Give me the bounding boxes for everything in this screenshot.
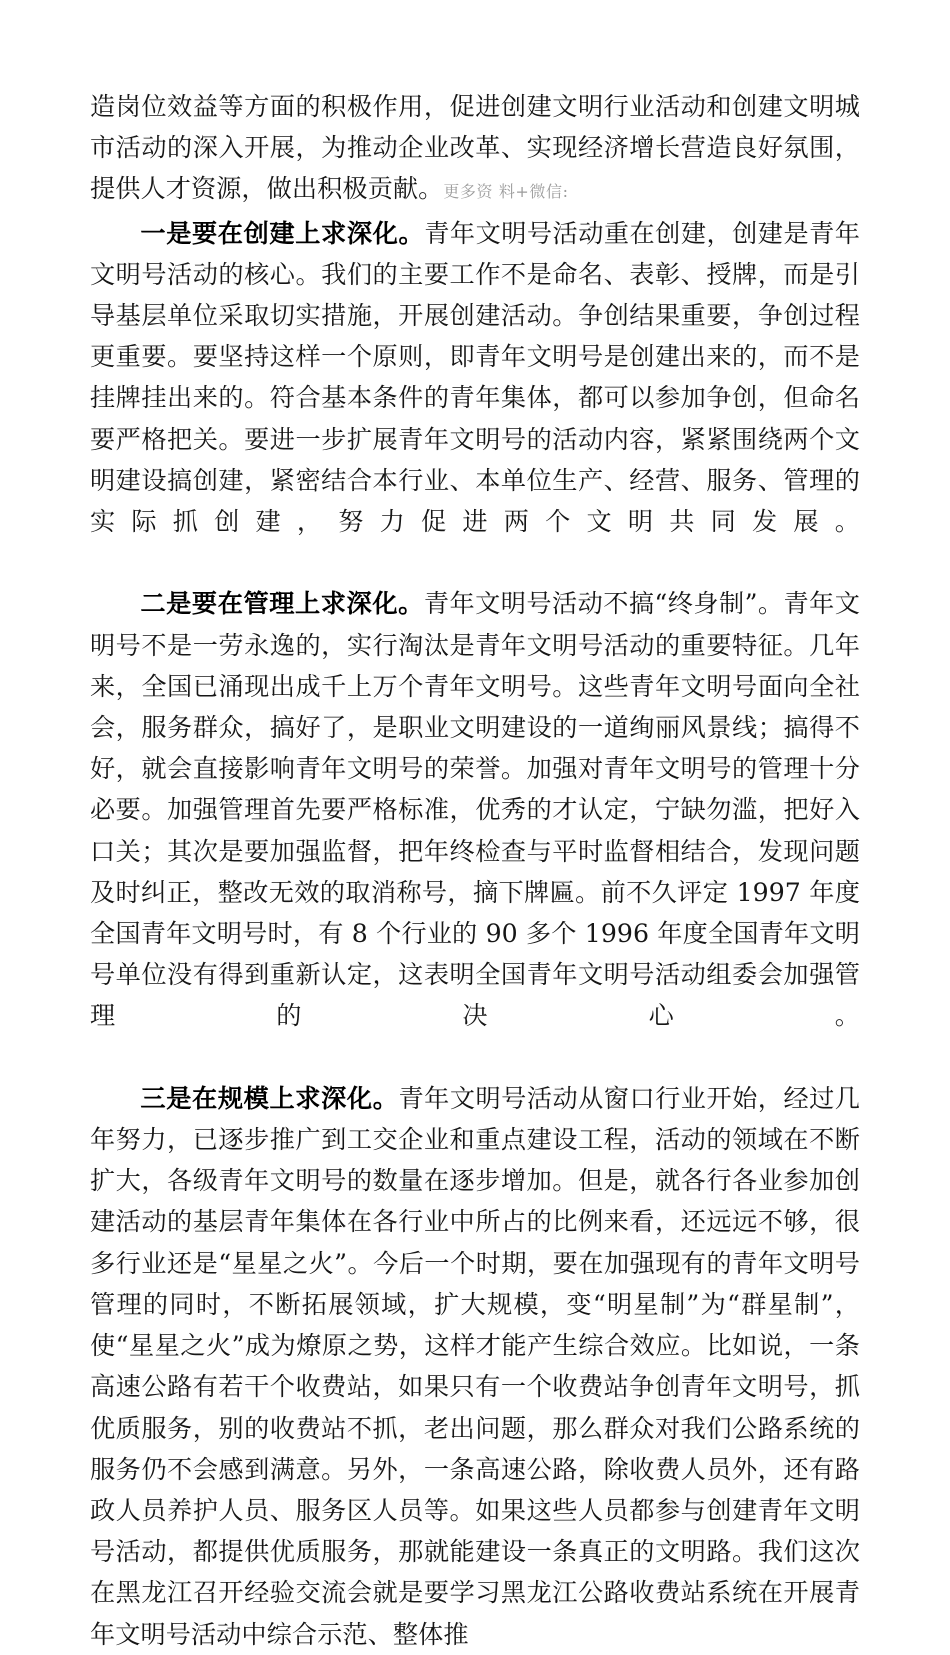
paragraph-4-lead: 三是在规模上求深化。 <box>140 1082 399 1113</box>
paragraph-2-lead: 一是要在创建上求深化。 <box>140 217 425 248</box>
paragraph-1-text: 造岗位效益等方面的积极作用，促进创建文明行业活动和创建文明城市活动的深入开展，为推动企业改革、实现经济增长营造良好氛围，提供人才资源，做出积极贡献。 <box>90 92 860 204</box>
document-body <box>90 86 860 1655</box>
paragraph-2 <box>90 213 860 584</box>
paragraph-2-text: 青年文明号活动重在创建，创建是青年文明号活动的核心。我们的主要工作不是命名、表彰、授牌，而是引导基层单位采取切实措施，开展创建活动。争创结果重要，争创过程更重要。要坚持这样一个原则，即青年文明号是创建出来的，而不是挂牌挂出来的。符合基本条件的青年集体，都可以参加争创，但命名要严格把关。要进一步扩展青年文明号的活动内容，紧紧围绕两个文明建设搞创建，紧密结合本行业、本单位生产、经营、服务、管理的实际抓创建，努力促进两个文明共同发展。 <box>90 218 860 537</box>
paragraph-1 <box>90 86 860 213</box>
paragraph-4 <box>90 1078 860 1655</box>
paragraph-3 <box>90 583 860 1077</box>
paragraph-3-lead: 二是要在管理上求深化。 <box>140 588 424 619</box>
watermark-text: 更多资 料+微信: <box>443 182 569 202</box>
paragraph-3-text: 青年文明号活动不搞“终身制”。青年文明号不是一劳永逸的，实行淘汰是青年文明号活动的重要特征。几年来，全国已涌现出成千上万个青年文明号。这些青年文明号面向全社会，服务群众，搞好了，是职业文明建设的一道绚丽风景线；搞得不好，就会直接影响青年文明号的荣誉。加强对青年文明号的管理十分必要。加强管理首先要严格标准，优秀的才认定，宁缺勿滥，把好入口关；其次是要加强监督，把年终检查与平时监督相结合，发现问题及时纠正，整改无效的取消称号，摘下牌匾。前不久评定 1997 年度全国青年文明号时，有 8 个行业的 90 多个 1996 年度全国青年文明号单位没有得到重新认定，这表明全国青年文明号活动组委会加强管理的决心。 <box>90 589 861 1031</box>
paragraph-4-text: 青年文明号活动从窗口行业开始，经过几年努力，已逐步推广到工交企业和重点建设工程，活动的领域在不断扩大，各级青年文明号的数量在逐步增加。但是，就各行各业参加创建活动的基层青年集体在各行业中所占的比例来看，还远远不够，很多行业还是“星星之火”。今后一个时期，要在加强现有的青年文明号管理的同时，不断拓展领域，扩大规模，变“明星制”为“群星制”，使“星星之火”成为燎原之势，这样才能产生综合效应。比如说，一条高速公路有若干个收费站，如果只有一个收费站争创青年文明号，抓优质服务，别的收费站不抓，老出问题，那么群众对我们公路系统的服务仍不会感到满意。另外，一条高速公路，除收费人员外，还有路政人员养护人员、服务区人员等。如果这些人员都参与创建青年文明号活动，都提供优质服务，那就能建设一条真正的文明路。我们这次在黑龙江召开经验交流会就是要学习黑龙江公路收费站系统在开展青年文明号活动中综合示范、整体推 <box>90 1083 861 1649</box>
